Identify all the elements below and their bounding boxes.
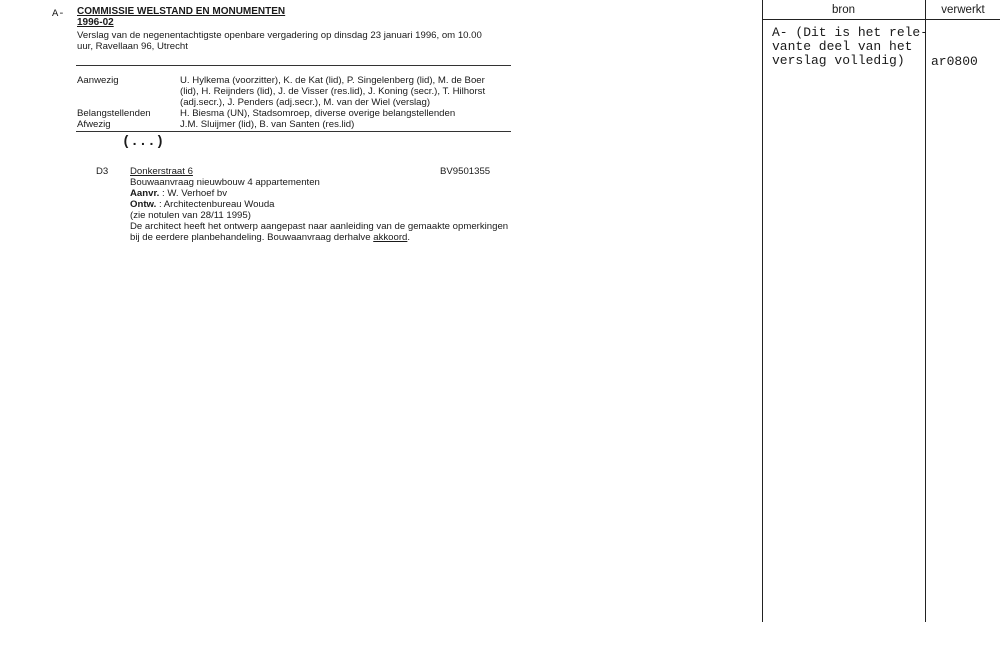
table-border xyxy=(762,0,763,622)
table-border xyxy=(925,0,926,622)
aanwezig-value: U. Hylkema (voorzitter), K. de Kat (lid), P. Singelenberg (lid), M. de Boer xyxy=(180,75,485,86)
decision-akkoord: akkoord xyxy=(373,232,408,243)
item-bv-number: BV9501355 xyxy=(440,166,491,177)
aanvr-label: Aanvr. xyxy=(130,188,160,199)
item-reference: (zie notulen van 28/11 1995) xyxy=(130,210,251,221)
intro-line: uur, Ravellaan 96, Utrecht xyxy=(77,41,188,52)
aanwezig-value: (adj.secr.), J. Penders (adj.secr.), M. van der Wiel (verslag) xyxy=(180,97,431,108)
item-code: D3 xyxy=(96,166,109,177)
belangstellenden-label: Belangstellenden xyxy=(77,108,151,119)
aanwezig-label: Aanwezig xyxy=(77,75,119,86)
item-street: Donkerstraat 6 xyxy=(130,166,193,177)
verwerkt-reference: ar0800 xyxy=(931,54,978,69)
divider xyxy=(76,65,511,66)
ellipsis-marker: (...) xyxy=(122,134,165,150)
table-header-rule xyxy=(762,19,1000,20)
item-decision xyxy=(130,232,410,243)
aanvr-value: : W. Verhoef bv xyxy=(159,188,228,199)
document-number: 1996-02 xyxy=(77,17,114,28)
intro-line: Verslag van de negenentachtigste openbare vergadering op dinsdag 23 januari 1996, om 10.00 xyxy=(77,30,482,41)
aanwezig-value: (lid), H. Reijnders (lid), J. de Visser (res.lid), J. Koning (secr.), T. Hilhorst xyxy=(180,86,486,97)
item-remark: De architect heeft het ontwerp aangepast naar aanleiding van de gemaakte opmerkingen xyxy=(130,221,509,232)
afwezig-value: J.M. Sluijmer (lid), B. van Santen (res.lid) xyxy=(180,119,355,130)
item-aanvrager xyxy=(130,188,227,199)
divider xyxy=(76,131,511,132)
decision-text: bij de eerdere planbehandeling. Bouwaanvraag derhalve xyxy=(130,232,374,243)
decision-end: . xyxy=(407,232,411,243)
belangstellenden-value: H. Biesma (UN), Stadsomroep, diverse overige belangstellenden xyxy=(180,108,456,119)
bron-note-line: vante deel van het xyxy=(772,39,913,54)
column-header-bron: bron xyxy=(831,4,856,16)
bron-note-line: A- (Dit is het rele- xyxy=(772,25,929,40)
item-ontwerper xyxy=(130,199,275,210)
afwezig-label: Afwezig xyxy=(77,119,111,130)
item-description: Bouwaanvraag nieuwbouw 4 appartementen xyxy=(130,177,320,188)
ontw-value: : Architectenbureau Wouda xyxy=(156,199,275,210)
bron-note-line: verslag volledig) xyxy=(772,53,905,68)
document-title: COMMISSIE WELSTAND EN MONUMENTEN xyxy=(77,6,286,17)
ontw-label: Ontw. xyxy=(130,199,157,210)
a-marker: A- xyxy=(52,8,65,20)
column-header-verwerkt: verwerkt xyxy=(941,4,985,16)
